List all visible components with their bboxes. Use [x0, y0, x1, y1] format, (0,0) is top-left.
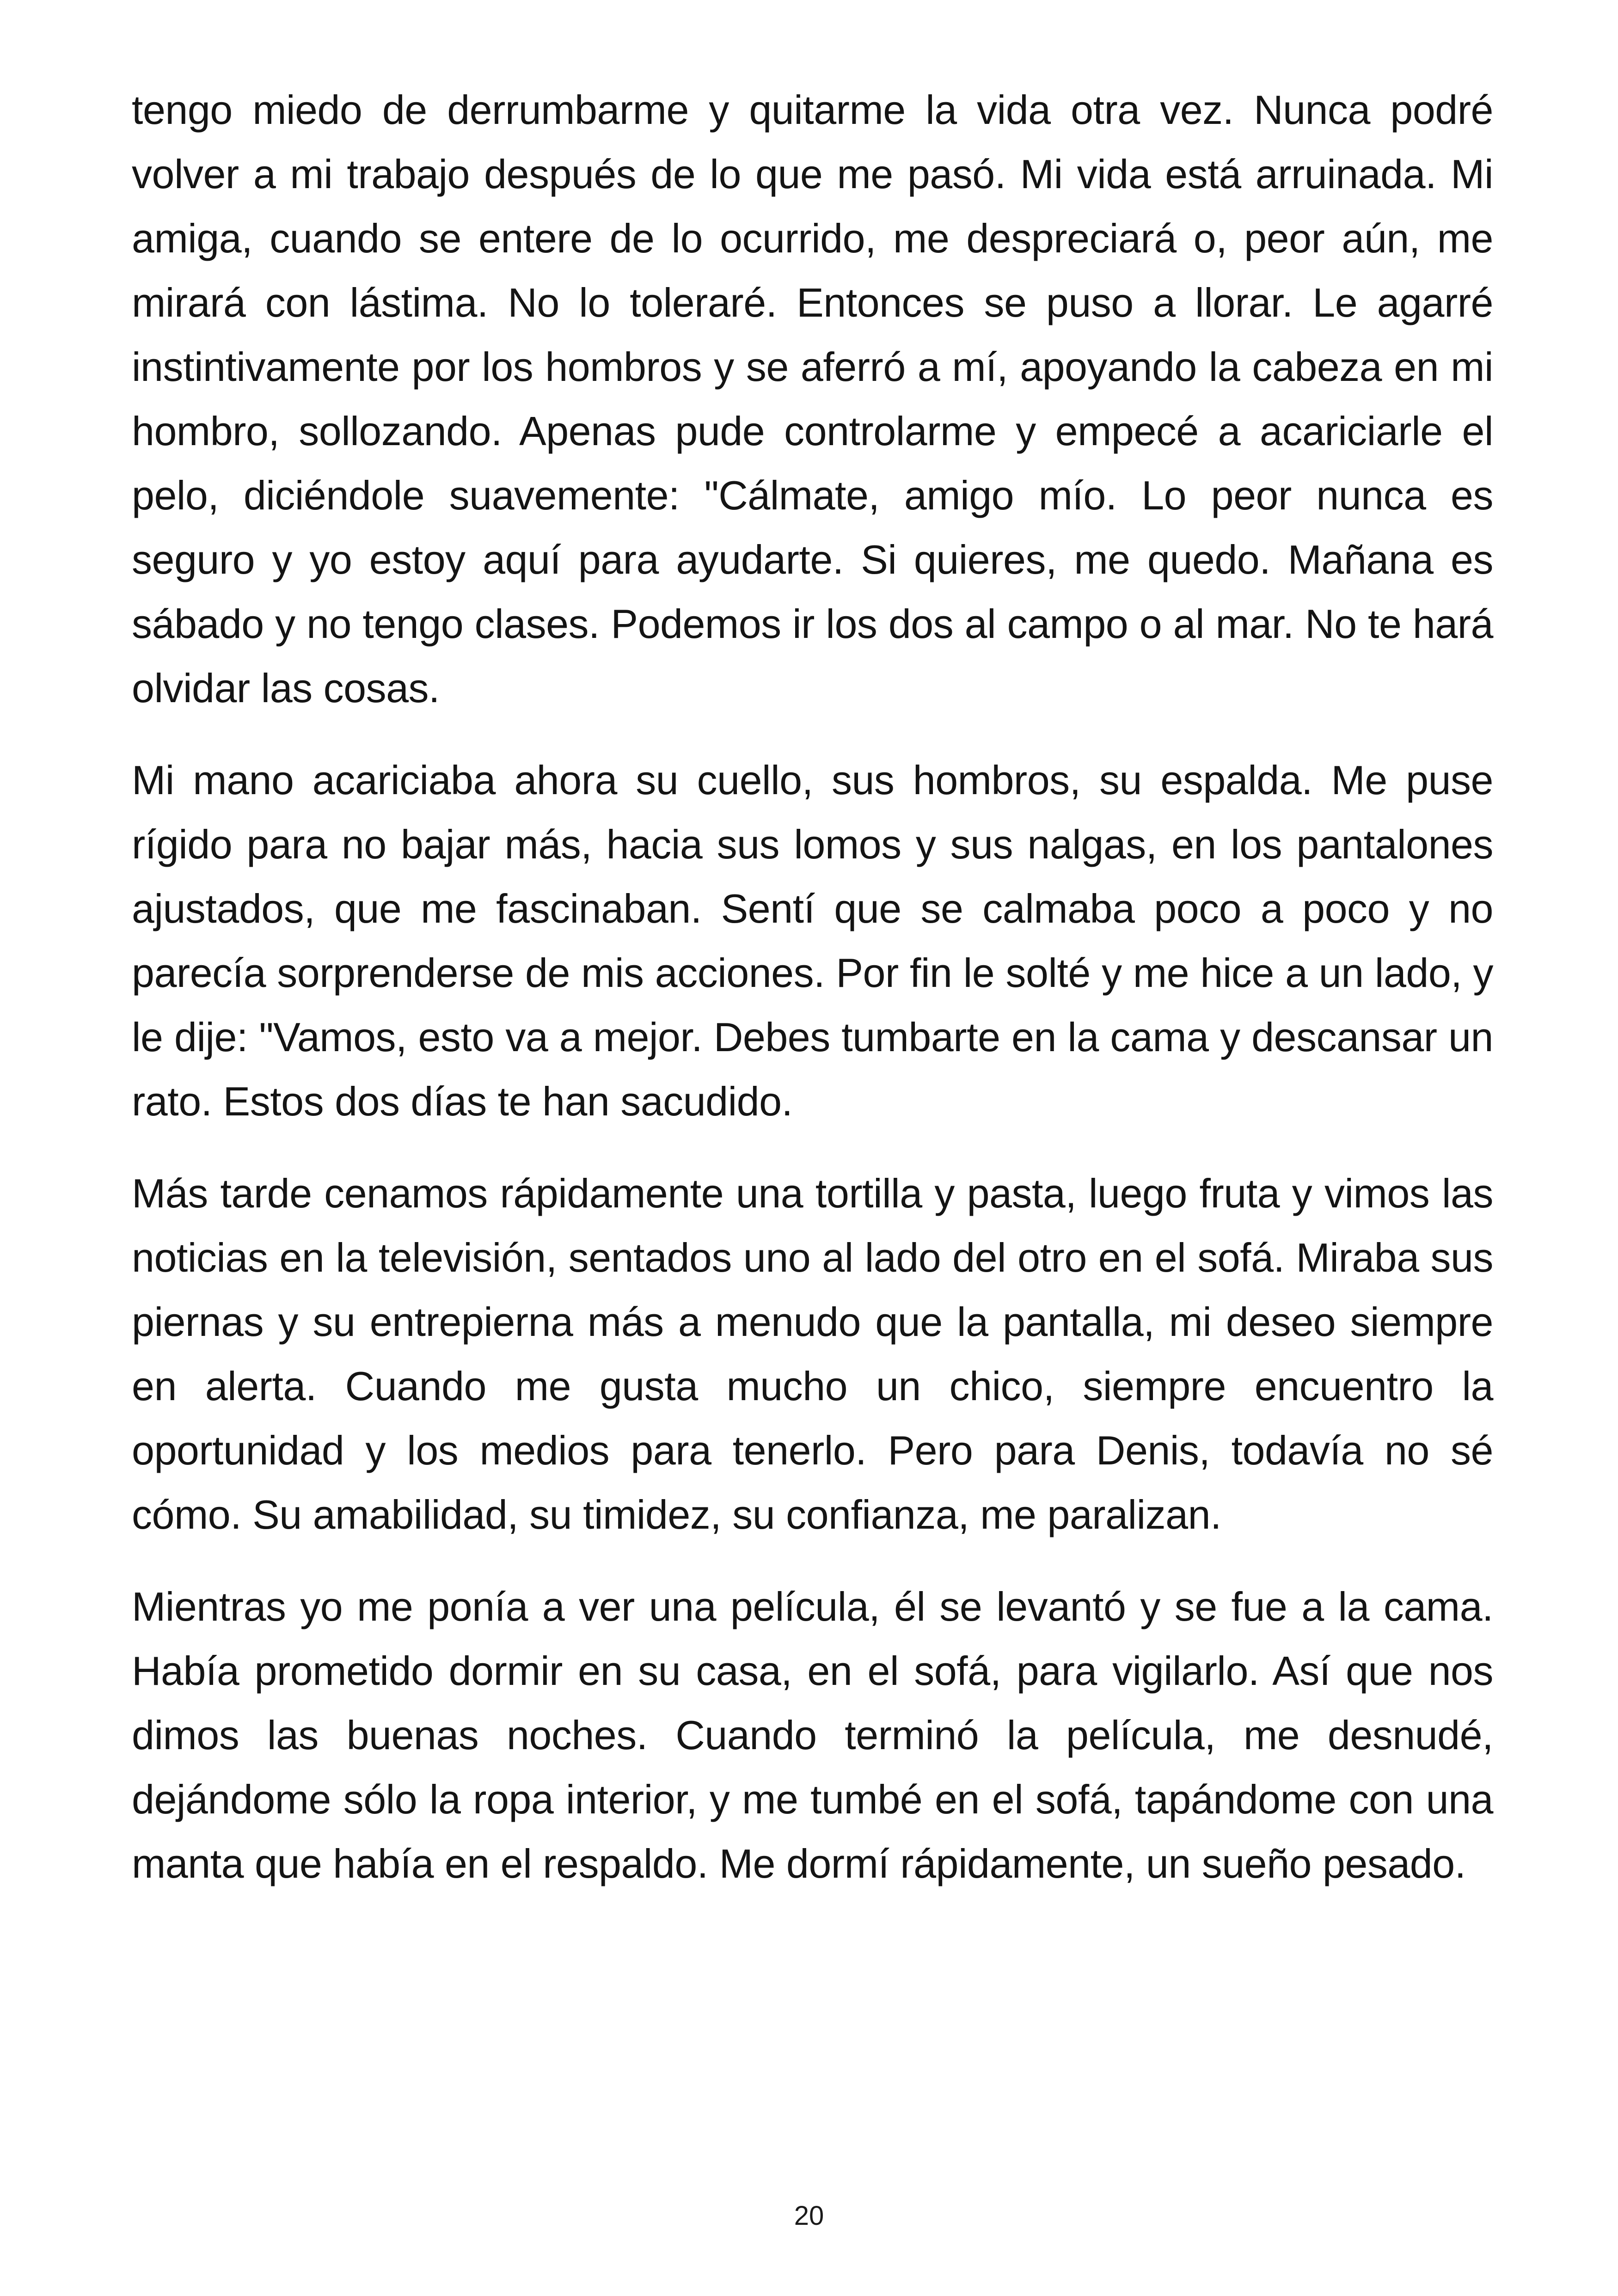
paragraph-3: Más tarde cenamos rápidamente una tortilla y pasta, luego fruta y vimos las noticias en la televisión, sentados uno al lado del otro en el sofá. Miraba sus piernas y su entrepierna más a menudo que la pantalla, mi deseo siempre en alerta. Cuando me gusta mucho un chico, siempre encuentro la oportunidad y los medios para tenerlo. Pero para Denis, todavía no sé cómo. Su amabilidad, su timidez, su confianza, me paralizan. [132, 1170, 1493, 1537]
page-number: 20 [794, 2201, 824, 2231]
paragraph-4: Mientras yo me ponía a ver una película, él se levantó y se fue a la cama. Había prometido dormir en su casa, en el sofá, para vigilarlo. Así que nos dimos las buenas noches. Cuando terminó la película, me desnudé, dejándome sólo la ropa interior, y me tumbé en el sofá, tapándome con una manta que había en el respaldo. Me dormí rápidamente, un sueño pesado. [132, 1584, 1493, 1886]
paragraph-2: Mi mano acariciaba ahora su cuello, sus hombros, su espalda. Me puse rígido para no bajar más, hacia sus lomos y sus nalgas, en los pantalones ajustados, que me fascinaban. Sentí que se calmaba poco a poco y no parecía sorprenderse de mis acciones. Por fin le solté y me hice a un lado, y le dije: "Vamos, esto va a mejor. Debes tumbarte en la cama y descansar un rato. Estos dos días te han sacudido. [132, 757, 1493, 1124]
body-text [132, 78, 1493, 1923]
paragraph-1: tengo miedo de derrumbarme y quitarme la vida otra vez. Nunca podré volver a mi trabajo después de lo que me pasó. Mi vida está arruinada. Mi amiga, cuando se entere de lo ocurrido, me despreciará o, peor aún, me mirará con lástima. No lo toleraré. Entonces se puso a llorar. Le agarré instintivamente por los hombros y se aferró a mí, apoyando la cabeza en mi hombro, sollozando. Apenas pude controlarme y empecé a acariciarle el pelo, diciéndole suavemente: "Cálmate, amigo mío. Lo peor nunca es seguro y yo estoy aquí para ayudarte. Si quieres, me quedo. Mañana es sábado y no tengo clases. Podemos ir los dos al campo o al mar. No te hará olvidar las cosas. [132, 87, 1493, 711]
